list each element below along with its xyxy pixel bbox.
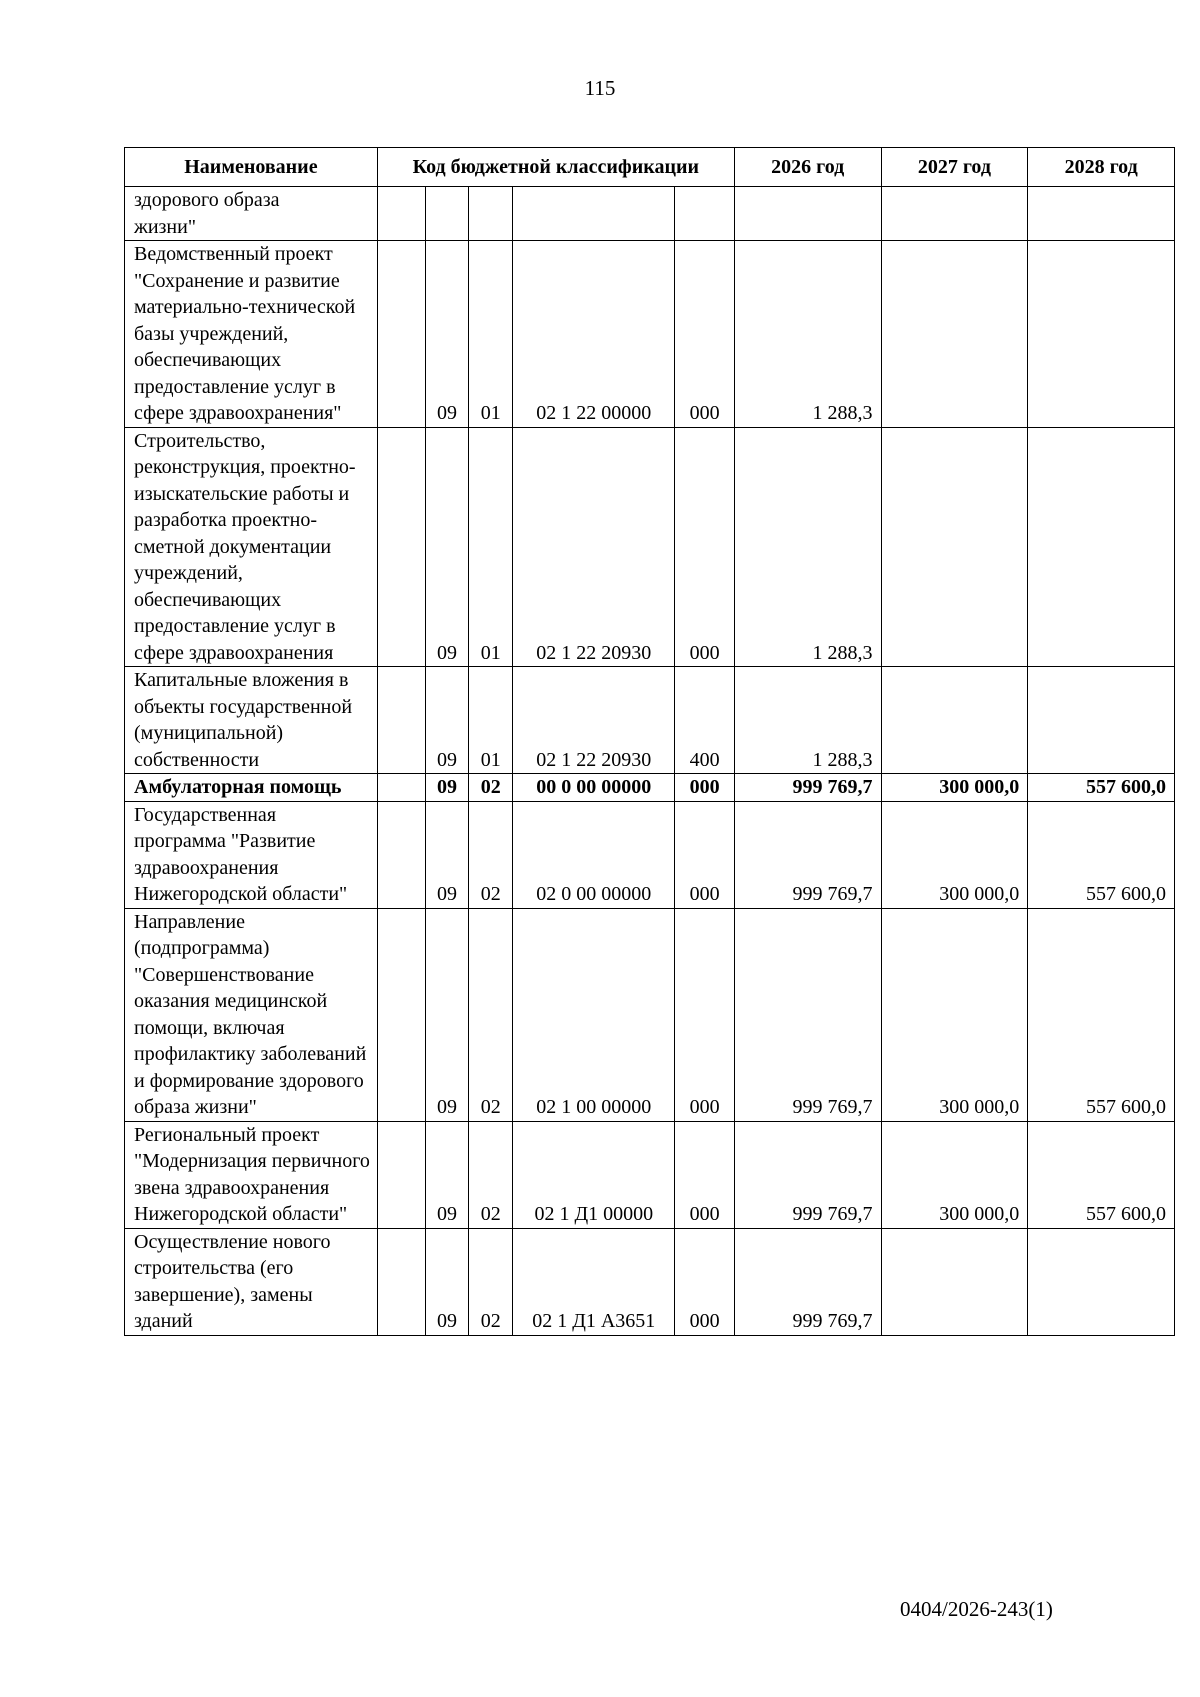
row-target-article [513, 187, 675, 241]
row-amount-2028: 557 600,0 [1028, 774, 1175, 802]
row-expense-type: 000 [675, 801, 734, 908]
row-target-article: 02 1 22 00000 [513, 241, 675, 428]
table-row [125, 1121, 1175, 1228]
header-2028: 2028 год [1028, 148, 1175, 187]
row-section: 09 [425, 241, 469, 428]
table-row [125, 241, 1175, 428]
row-amount-2026: 999 769,7 [734, 774, 881, 802]
row-amount-2027 [881, 1228, 1028, 1335]
row-section: 09 [425, 1228, 469, 1335]
row-code-blank [377, 801, 425, 908]
row-amount-2028: 557 600,0 [1028, 908, 1175, 1121]
table-row [125, 667, 1175, 774]
row-expense-type: 000 [675, 1228, 734, 1335]
row-amount-2027 [881, 667, 1028, 774]
row-amount-2028: 557 600,0 [1028, 1121, 1175, 1228]
row-amount-2026: 1 288,3 [734, 427, 881, 667]
row-amount-2026 [734, 187, 881, 241]
row-name: Государственная программа "Развитие здравоохранения Нижегородской области" [125, 801, 378, 908]
row-amount-2027: 300 000,0 [881, 1121, 1028, 1228]
row-expense-type [675, 187, 734, 241]
table-row [125, 774, 1175, 802]
row-code-blank [377, 241, 425, 428]
row-section: 09 [425, 774, 469, 802]
row-subsection: 02 [469, 1121, 513, 1228]
row-subsection: 02 [469, 1228, 513, 1335]
row-name: Ведомственный проект "Сохранение и развитие материально-технической базы учреждений, обеспечивающих предоставление услуг в сфере здравоохранения" [125, 241, 378, 428]
header-2026: 2026 год [734, 148, 881, 187]
row-code-blank [377, 667, 425, 774]
header-2027: 2027 год [881, 148, 1028, 187]
row-amount-2027: 300 000,0 [881, 801, 1028, 908]
row-amount-2026: 1 288,3 [734, 667, 881, 774]
table-body [125, 187, 1175, 1336]
table-row [125, 427, 1175, 667]
row-name: Амбулаторная помощь [125, 774, 378, 802]
row-code-blank [377, 1121, 425, 1228]
row-section: 09 [425, 667, 469, 774]
row-amount-2028: 557 600,0 [1028, 801, 1175, 908]
row-subsection: 01 [469, 241, 513, 428]
row-expense-type: 000 [675, 427, 734, 667]
row-section: 09 [425, 427, 469, 667]
page-number: 115 [584, 76, 616, 100]
row-code-blank [377, 908, 425, 1121]
row-target-article: 02 0 00 00000 [513, 801, 675, 908]
row-subsection: 02 [469, 801, 513, 908]
row-name: Строительство, реконструкция, проектно-изыскательские работы и разработка проектно-сметной документации учреждений, обеспечивающих предоставление услуг в сфере здравоохранения [125, 427, 378, 667]
table-row [125, 1228, 1175, 1335]
table-row [125, 801, 1175, 908]
row-target-article: 02 1 22 20930 [513, 427, 675, 667]
row-subsection: 02 [469, 774, 513, 802]
header-code: Код бюджетной классификации [377, 148, 734, 187]
row-amount-2026: 999 769,7 [734, 908, 881, 1121]
row-subsection: 01 [469, 427, 513, 667]
row-section [425, 187, 469, 241]
row-amount-2027 [881, 187, 1028, 241]
row-name: Направление (подпрограмма) "Совершенствование оказания медицинской помощи, включая профилактику заболеваний и формирование здорового образа жизни" [125, 908, 378, 1121]
row-expense-type: 000 [675, 1121, 734, 1228]
row-target-article: 02 1 Д1 А3651 [513, 1228, 675, 1335]
row-amount-2028 [1028, 1228, 1175, 1335]
row-target-article: 02 1 22 20930 [513, 667, 675, 774]
row-section: 09 [425, 908, 469, 1121]
row-expense-type: 000 [675, 774, 734, 802]
row-amount-2026: 999 769,7 [734, 801, 881, 908]
row-amount-2027 [881, 241, 1028, 428]
row-amount-2028 [1028, 667, 1175, 774]
row-expense-type: 000 [675, 241, 734, 428]
row-name: Региональный проект "Модернизация первичного звена здравоохранения Нижегородской области" [125, 1121, 378, 1228]
row-code-blank [377, 774, 425, 802]
row-amount-2026: 1 288,3 [734, 241, 881, 428]
row-expense-type: 000 [675, 908, 734, 1121]
row-amount-2026: 999 769,7 [734, 1121, 881, 1228]
budget-table [124, 147, 1175, 1336]
table-row [125, 908, 1175, 1121]
row-amount-2028 [1028, 427, 1175, 667]
row-amount-2027: 300 000,0 [881, 774, 1028, 802]
row-amount-2027: 300 000,0 [881, 908, 1028, 1121]
row-section: 09 [425, 801, 469, 908]
row-name: здорового образа жизни" [125, 187, 378, 241]
row-expense-type: 400 [675, 667, 734, 774]
header-name: Наименование [125, 148, 378, 187]
table-header-row [125, 148, 1175, 187]
row-subsection: 01 [469, 667, 513, 774]
row-target-article: 02 1 00 00000 [513, 908, 675, 1121]
document-code: 0404/2026-243(1) [900, 1597, 1053, 1621]
row-target-article: 02 1 Д1 00000 [513, 1121, 675, 1228]
row-amount-2028 [1028, 241, 1175, 428]
row-target-article: 00 0 00 00000 [513, 774, 675, 802]
row-code-blank [377, 187, 425, 241]
row-amount-2026: 999 769,7 [734, 1228, 881, 1335]
row-subsection [469, 187, 513, 241]
row-section: 09 [425, 1121, 469, 1228]
row-amount-2028 [1028, 187, 1175, 241]
row-name: Капитальные вложения в объекты государственной (муниципальной) собственности [125, 667, 378, 774]
row-code-blank [377, 1228, 425, 1335]
row-code-blank [377, 427, 425, 667]
row-name: Осуществление нового строительства (его завершение), замены зданий [125, 1228, 378, 1335]
row-amount-2027 [881, 427, 1028, 667]
table-row [125, 187, 1175, 241]
row-subsection: 02 [469, 908, 513, 1121]
